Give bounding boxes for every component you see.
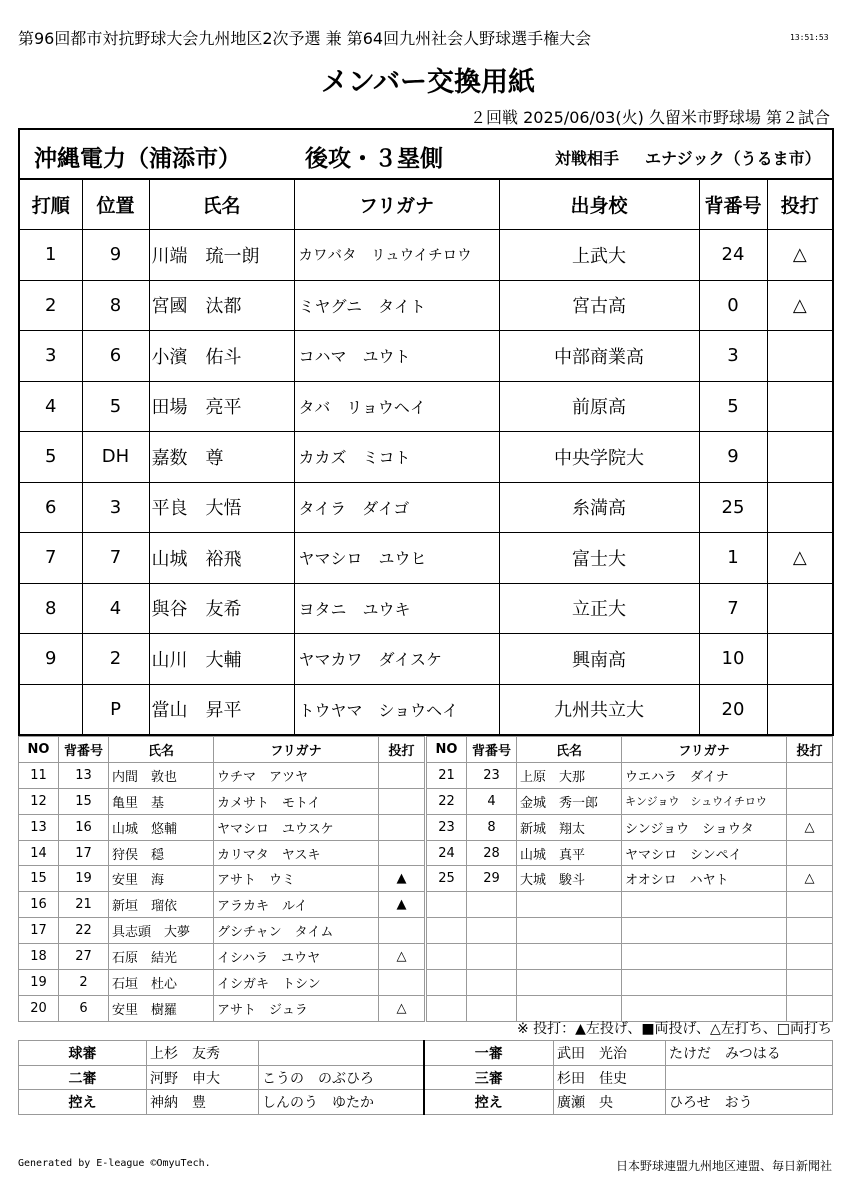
team-name: 沖縄電力（浦添市） [34, 146, 241, 172]
bench-number [467, 892, 517, 918]
bench-hand [787, 892, 833, 918]
bench-furigana: ウチマ アツヤ [214, 762, 379, 788]
bench-furigana [622, 970, 787, 996]
bench-furigana [622, 892, 787, 918]
bench-row [19, 814, 425, 840]
umpire-role: 二審 [19, 1065, 147, 1090]
col-header-hand: 投打 [767, 179, 833, 230]
bench-col-name: 氏名 [109, 737, 214, 763]
bench-row [19, 970, 425, 996]
umpire-kana: ひろせ おう [666, 1090, 833, 1115]
bench-furigana: グシチャン タイム [214, 918, 379, 944]
bench-row [427, 892, 833, 918]
bench-furigana: キンジョウ シュウイチロウ [622, 788, 787, 814]
bench-hand [379, 840, 425, 866]
umpire-role: 球審 [19, 1041, 147, 1066]
batting-order: 7 [19, 533, 82, 584]
bench-name: 亀里 基 [109, 788, 214, 814]
umpire-kana: たけだ みつはる [666, 1041, 833, 1066]
position: 4 [82, 583, 149, 634]
bench-col-no: NO [427, 737, 467, 763]
bench-number: 2 [59, 970, 109, 996]
lineup-table [18, 128, 834, 736]
umpire-name: 神納 豊 [147, 1090, 259, 1115]
throw-bat-hand: △ [767, 533, 833, 584]
umpire-name: 上杉 友秀 [147, 1041, 259, 1066]
bench-col-name: 氏名 [517, 737, 622, 763]
bench-col-number: 背番号 [467, 737, 517, 763]
bench-no [427, 918, 467, 944]
bench-hand: △ [379, 944, 425, 970]
bench-hand [787, 918, 833, 944]
bench-row [19, 918, 425, 944]
bench-row [19, 788, 425, 814]
player-name: 川端 琉一朗 [149, 230, 294, 281]
form-title: メンバー交換用紙 [320, 67, 536, 98]
umpire-row [19, 1041, 833, 1066]
player-name: 山川 大輔 [149, 634, 294, 685]
bench-number: 29 [467, 866, 517, 892]
umpire-name: 河野 申大 [147, 1065, 259, 1090]
batting-order: 1 [19, 230, 82, 281]
bench-number [467, 970, 517, 996]
player-school: 興南高 [499, 634, 699, 685]
team-side: 後攻・３塁側 [305, 146, 443, 172]
umpire-row [19, 1090, 833, 1115]
bench-row [427, 970, 833, 996]
bench-furigana: アサト ウミ [214, 866, 379, 892]
throw-bat-hand [767, 381, 833, 432]
batting-order: 6 [19, 482, 82, 533]
uniform-number: 7 [699, 583, 767, 634]
batting-order: 8 [19, 583, 82, 634]
generated-by: Generated by E-league ©OmyuTech. [18, 1158, 211, 1169]
bench-row [427, 866, 833, 892]
player-furigana: トウヤマ ショウヘイ [294, 684, 499, 735]
bench-hand [379, 970, 425, 996]
bench-name: 上原 大那 [517, 762, 622, 788]
bench-col-hand: 投打 [787, 737, 833, 763]
bench-name: 安里 樹羅 [109, 995, 214, 1021]
bench-number: 19 [59, 866, 109, 892]
bench-name: 山城 悠輔 [109, 814, 214, 840]
umpire-kana: こうの のぶひろ [259, 1065, 424, 1090]
player-name: 嘉数 尊 [149, 432, 294, 483]
player-name: 當山 昇平 [149, 684, 294, 735]
player-furigana: タバ リョウヘイ [294, 381, 499, 432]
bench-col-furigana: フリガナ [622, 737, 787, 763]
bench-number: 23 [467, 762, 517, 788]
lineup-row [19, 684, 833, 735]
player-name: 與谷 友希 [149, 583, 294, 634]
uniform-number: 20 [699, 684, 767, 735]
bench-row [19, 995, 425, 1021]
bench-hand [379, 762, 425, 788]
bench-row [427, 840, 833, 866]
bench-furigana [622, 944, 787, 970]
player-furigana: ヤマカワ ダイスケ [294, 634, 499, 685]
team-header-row [19, 129, 833, 179]
bench-row [19, 840, 425, 866]
bench-hand: ▲ [379, 892, 425, 918]
bench-number: 21 [59, 892, 109, 918]
tournament-title: 第96回都市対抗野球大会九州地区2次予選 兼 第64回九州社会人野球選手権大会 [18, 29, 592, 48]
player-furigana: カワバタ リュウイチロウ [294, 230, 499, 281]
bench-furigana: ヤマシロ シンペイ [622, 840, 787, 866]
umpire-role: 三審 [424, 1065, 554, 1090]
umpire-row [19, 1065, 833, 1090]
player-school: 前原高 [499, 381, 699, 432]
bench-hand: △ [787, 866, 833, 892]
player-school: 中部商業高 [499, 331, 699, 382]
bench-row [19, 866, 425, 892]
player-furigana: タイラ ダイゴ [294, 482, 499, 533]
bench-name: 新城 翔太 [517, 814, 622, 840]
bench-name: 石原 結光 [109, 944, 214, 970]
bench-number: 16 [59, 814, 109, 840]
col-header-school: 出身校 [499, 179, 699, 230]
lineup-row [19, 533, 833, 584]
bench-col-number: 背番号 [59, 737, 109, 763]
bench-name: 大城 駿斗 [517, 866, 622, 892]
bench-header-row [427, 737, 833, 763]
bench-no: 25 [427, 866, 467, 892]
umpire-role: 控え [19, 1090, 147, 1115]
bench-number: 17 [59, 840, 109, 866]
bench-no: 23 [427, 814, 467, 840]
bench-furigana [622, 918, 787, 944]
lineup-row [19, 432, 833, 483]
bench-name: 内間 敦也 [109, 762, 214, 788]
umpire-name: 廣瀬 央 [554, 1090, 666, 1115]
uniform-number: 0 [699, 280, 767, 331]
batting-order [19, 684, 82, 735]
throw-bat-hand: △ [767, 230, 833, 281]
bench-name: 石垣 杜心 [109, 970, 214, 996]
bench-header-row [19, 737, 425, 763]
bench-no: 22 [427, 788, 467, 814]
bench-furigana: イシガキ トシン [214, 970, 379, 996]
umpire-kana [666, 1065, 833, 1090]
bench-no: 16 [19, 892, 59, 918]
batting-order: 9 [19, 634, 82, 685]
player-school: 上武大 [499, 230, 699, 281]
bench-number: 6 [59, 995, 109, 1021]
player-name: 宮國 汰都 [149, 280, 294, 331]
batting-order: 4 [19, 381, 82, 432]
col-header-number: 背番号 [699, 179, 767, 230]
bench-row [427, 788, 833, 814]
player-name: 平良 大悟 [149, 482, 294, 533]
uniform-number: 9 [699, 432, 767, 483]
uniform-number: 3 [699, 331, 767, 382]
player-furigana: ヨタニ ユウキ [294, 583, 499, 634]
umpire-kana [259, 1041, 424, 1066]
position: DH [82, 432, 149, 483]
bench-no: 19 [19, 970, 59, 996]
player-school: 立正大 [499, 583, 699, 634]
batting-order: 3 [19, 331, 82, 382]
player-furigana: カカズ ミコト [294, 432, 499, 483]
col-header-order: 打順 [19, 179, 82, 230]
position: 3 [82, 482, 149, 533]
bench-row [19, 892, 425, 918]
bench-no [427, 944, 467, 970]
bench-furigana: アサト ジュラ [214, 995, 379, 1021]
bench-furigana: ウエハラ ダイナ [622, 762, 787, 788]
lineup-row [19, 482, 833, 533]
lineup-row [19, 331, 833, 382]
bench-hand [379, 918, 425, 944]
bench-no: 12 [19, 788, 59, 814]
bench-no: 18 [19, 944, 59, 970]
bench-furigana: カメサト モトイ [214, 788, 379, 814]
bench-number: 27 [59, 944, 109, 970]
lineup-row [19, 634, 833, 685]
opponent-label: 対戦相手 [555, 149, 620, 168]
bench-no: 20 [19, 995, 59, 1021]
bench-hand [787, 762, 833, 788]
bench-number: 22 [59, 918, 109, 944]
bench-number [467, 944, 517, 970]
bench-row [19, 762, 425, 788]
bench-no: 15 [19, 866, 59, 892]
timestamp: 13:51:53 [790, 33, 829, 42]
player-school: 中央学院大 [499, 432, 699, 483]
bench-col-hand: 投打 [379, 737, 425, 763]
throw-bat-hand [767, 432, 833, 483]
bench-row [427, 944, 833, 970]
bench-col-furigana: フリガナ [214, 737, 379, 763]
bench-hand [787, 944, 833, 970]
throw-bat-hand [767, 583, 833, 634]
position: P [82, 684, 149, 735]
bench-name: 新垣 瑠依 [109, 892, 214, 918]
bench-number: 8 [467, 814, 517, 840]
umpire-kana: しんのう ゆたか [259, 1090, 424, 1115]
bench-no: 14 [19, 840, 59, 866]
bench-furigana: オオシロ ハヤト [622, 866, 787, 892]
organizer: 日本野球連盟九州地区連盟、毎日新聞社 [615, 1159, 832, 1173]
opponent-name: エナジック（うるま市） [645, 149, 821, 168]
position: 9 [82, 230, 149, 281]
player-name: 田場 亮平 [149, 381, 294, 432]
position: 2 [82, 634, 149, 685]
uniform-number: 25 [699, 482, 767, 533]
bench-name: 山城 真平 [517, 840, 622, 866]
bench-name [517, 892, 622, 918]
bench-hand: △ [379, 995, 425, 1021]
umpire-role: 控え [424, 1090, 554, 1115]
player-furigana: ミヤグニ タイト [294, 280, 499, 331]
bench-no [427, 995, 467, 1021]
uniform-number: 10 [699, 634, 767, 685]
bench-name [517, 918, 622, 944]
position: 5 [82, 381, 149, 432]
bench-no [427, 970, 467, 996]
lineup-row [19, 230, 833, 281]
uniform-number: 5 [699, 381, 767, 432]
bench-row [427, 918, 833, 944]
match-info: ２回戦 2025/06/03(火) 久留米市野球場 第２試合 [470, 108, 830, 127]
bench-hand [379, 814, 425, 840]
bench-hand [787, 840, 833, 866]
bench-row [19, 944, 425, 970]
bench-hand: ▲ [379, 866, 425, 892]
bench-table-right [426, 736, 833, 1022]
bench-name: 具志頭 大夢 [109, 918, 214, 944]
throw-bat-hand [767, 482, 833, 533]
bench-number [467, 918, 517, 944]
player-school: 九州共立大 [499, 684, 699, 735]
umpire-table [18, 1040, 833, 1115]
bench-hand [787, 788, 833, 814]
hand-legend-note: ※ 投打：▲左投げ、■両投げ、△左打ち、□両打ち [516, 1021, 832, 1037]
position: 8 [82, 280, 149, 331]
position: 6 [82, 331, 149, 382]
bench-no: 11 [19, 762, 59, 788]
bench-number [467, 995, 517, 1021]
throw-bat-hand [767, 684, 833, 735]
bench-number: 15 [59, 788, 109, 814]
umpire-role: 一審 [424, 1041, 554, 1066]
bench-number: 28 [467, 840, 517, 866]
bench-furigana: アラカキ ルイ [214, 892, 379, 918]
uniform-number: 24 [699, 230, 767, 281]
bench-row [427, 762, 833, 788]
lineup-header-row [19, 179, 833, 230]
bench-furigana: イシハラ ユウヤ [214, 944, 379, 970]
bench-number: 13 [59, 762, 109, 788]
col-header-name: 氏名 [149, 179, 294, 230]
bench-no: 24 [427, 840, 467, 866]
col-header-position: 位置 [82, 179, 149, 230]
batting-order: 2 [19, 280, 82, 331]
bench-name: 狩俣 穏 [109, 840, 214, 866]
bench-furigana: カリマタ ヤスキ [214, 840, 379, 866]
position: 7 [82, 533, 149, 584]
bench-no [427, 892, 467, 918]
bench-hand [787, 970, 833, 996]
player-name: 山城 裕飛 [149, 533, 294, 584]
player-school: 富士大 [499, 533, 699, 584]
bench-table-left [18, 736, 425, 1022]
lineup-row [19, 583, 833, 634]
uniform-number: 1 [699, 533, 767, 584]
player-name: 小濱 佑斗 [149, 331, 294, 382]
lineup-row [19, 381, 833, 432]
bench-name: 安里 海 [109, 866, 214, 892]
player-furigana: ヤマシロ ユウヒ [294, 533, 499, 584]
bench-hand [379, 788, 425, 814]
bench-col-no: NO [19, 737, 59, 763]
umpire-name: 杉田 佳史 [554, 1065, 666, 1090]
bench-furigana: ヤマシロ ユウスケ [214, 814, 379, 840]
batting-order: 5 [19, 432, 82, 483]
bench-name [517, 970, 622, 996]
col-header-furigana: フリガナ [294, 179, 499, 230]
bench-name: 金城 秀一郎 [517, 788, 622, 814]
umpire-name: 武田 光治 [554, 1041, 666, 1066]
throw-bat-hand [767, 634, 833, 685]
lineup-row [19, 280, 833, 331]
bench-row [427, 814, 833, 840]
bench-no: 17 [19, 918, 59, 944]
bench-hand: △ [787, 814, 833, 840]
player-furigana: コハマ ユウト [294, 331, 499, 382]
bench-no: 13 [19, 814, 59, 840]
bench-furigana: シンジョウ ショウタ [622, 814, 787, 840]
throw-bat-hand: △ [767, 280, 833, 331]
bench-name [517, 944, 622, 970]
throw-bat-hand [767, 331, 833, 382]
player-school: 宮古高 [499, 280, 699, 331]
bench-no: 21 [427, 762, 467, 788]
player-school: 糸満高 [499, 482, 699, 533]
bench-number: 4 [467, 788, 517, 814]
